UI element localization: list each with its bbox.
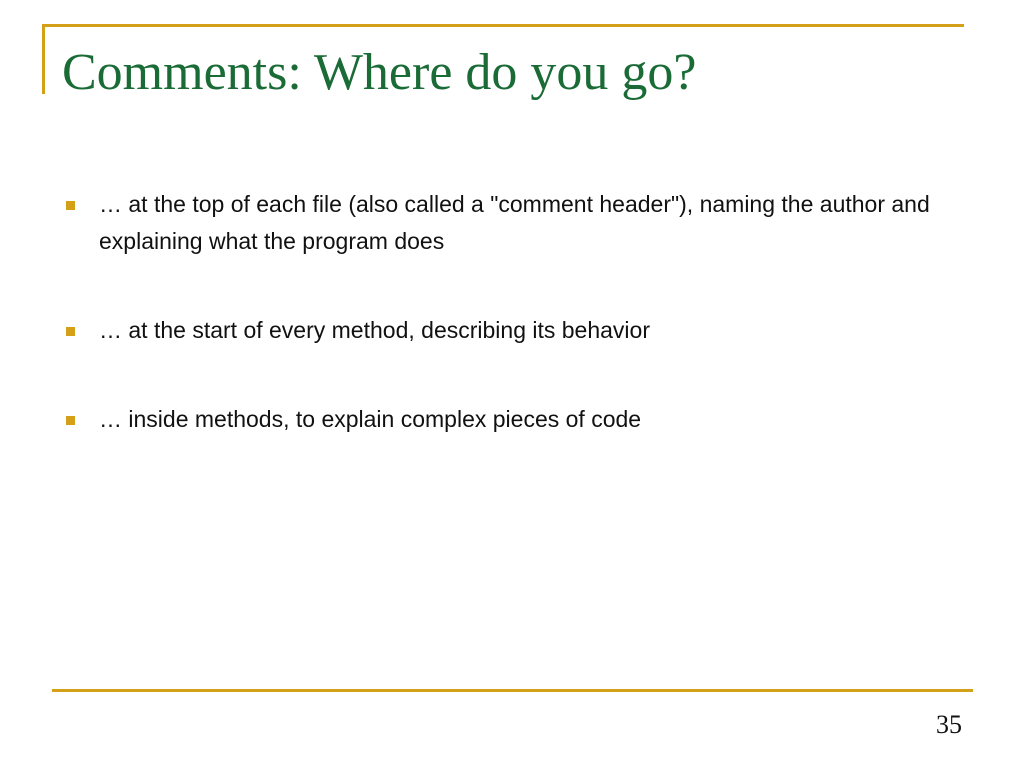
left-accent-rule	[42, 24, 45, 94]
bullet-list	[62, 186, 952, 490]
bullet-text: … at the top of each file (also called a "comment header"), naming the author and explaining what the program does	[99, 191, 930, 254]
bullet-item	[62, 312, 952, 349]
square-bullet-icon	[66, 201, 75, 210]
slide-title: Comments: Where do you go?	[62, 44, 697, 101]
bullet-item	[62, 186, 952, 260]
page-number: 35	[936, 710, 962, 739]
square-bullet-icon	[66, 327, 75, 336]
bullet-item	[62, 401, 952, 438]
square-bullet-icon	[66, 416, 75, 425]
bullet-text: … at the start of every method, describing its behavior	[99, 317, 650, 343]
footer-accent-rule	[52, 689, 973, 692]
top-accent-rule	[42, 24, 964, 27]
bullet-text: … inside methods, to explain complex pieces of code	[99, 406, 642, 432]
